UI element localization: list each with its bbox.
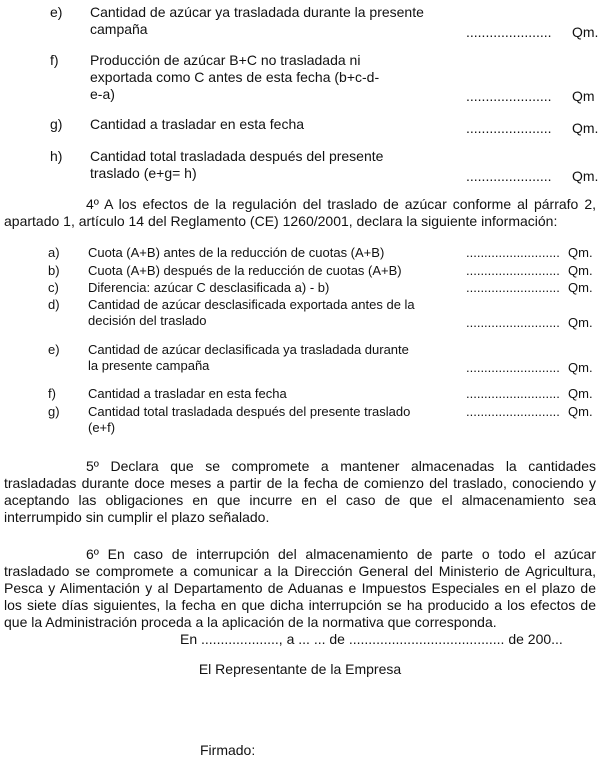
fill-dots: ...................... bbox=[466, 168, 552, 184]
fill-dots: .......................... bbox=[466, 245, 560, 260]
unit-label: Qm. bbox=[568, 263, 593, 278]
item-label: a) bbox=[48, 245, 60, 260]
item-text: Cantidad total trasladada después del presente traslado (e+f) bbox=[88, 404, 411, 435]
unit-label: Qm. bbox=[572, 168, 599, 184]
item-text: Cantidad a trasladar en esta fecha bbox=[90, 116, 305, 132]
fill-dots: .......................... bbox=[466, 404, 560, 419]
fill-dots: .......................... bbox=[466, 360, 560, 375]
item-text: Cantidad a trasladar en esta fecha bbox=[88, 386, 287, 401]
item-text: Producción de azúcar B+C no trasladada ni exportada como C antes de esta fecha (b+c-d-e-a) bbox=[90, 52, 380, 102]
item-label: e) bbox=[50, 4, 63, 20]
item-text: Cantidad de azúcar desclasificada exportada antes de la decisión del traslado bbox=[88, 297, 415, 328]
unit-label: Qm. bbox=[568, 280, 593, 295]
item-text: Cantidad total trasladada después del presente traslado (e+g= h) bbox=[90, 148, 384, 181]
item-label: g) bbox=[48, 404, 60, 419]
fill-dots: ...................... bbox=[466, 120, 552, 136]
unit-label: Qm. bbox=[572, 24, 599, 40]
fill-dots: .......................... bbox=[466, 315, 560, 330]
unit-label: Qm. bbox=[568, 245, 593, 260]
item-text: Cuota (A+B) antes de la reducción de cuotas (A+B) bbox=[88, 245, 385, 260]
unit-label: Qm. bbox=[568, 386, 593, 401]
fill-dots: ...................... bbox=[466, 88, 552, 104]
item-label: b) bbox=[48, 263, 60, 278]
place-date-line: En ...................., a ... ... de ........................................ de 200... bbox=[180, 631, 563, 647]
item-text: Cantidad de azúcar declasificada ya trasladada durante la presente campaña bbox=[88, 342, 409, 373]
representative-label: El Representante de la Empresa bbox=[198, 661, 402, 677]
unit-label: Qm. bbox=[568, 360, 593, 375]
item-label: h) bbox=[50, 148, 63, 164]
signed-label: Firmado: bbox=[200, 742, 256, 758]
item-label: d) bbox=[48, 297, 60, 312]
fill-dots: .......................... bbox=[466, 280, 560, 295]
fill-dots: .......................... bbox=[466, 386, 560, 401]
item-text: Diferencia: azúcar C desclasificada a) - b) bbox=[88, 280, 330, 295]
item-label: c) bbox=[48, 280, 59, 295]
unit-label: Qm. bbox=[572, 120, 599, 136]
paragraph-5: 5º Declara que se compromete a mantener almacenadas la cantidades trasladadas durante doce meses a partir de la fecha de comienzo del traslado, conociendo y aceptando las obligaciones en que incurre en el caso de que el almacenamiento sea interrumpido sin cumplir el plazo señalado. bbox=[4, 458, 596, 525]
item-label: g) bbox=[50, 116, 63, 132]
item-label: f) bbox=[50, 52, 59, 68]
paragraph-6: 6º En caso de interrupción del almacenamiento de parte o todo el azúcar trasladado se compromete a comunicar a la Dirección General del Ministerio de Agricultura, Pesca y Alimentación y al Departamento de Aduanas e Impuestos Especiales en el plazo de los siete días siguientes, la fecha en que dicha interrupción se ha producido a los efectos de que la Administración proceda a la aplicación de la normativa que corresponda. bbox=[4, 546, 596, 630]
item-label: f) bbox=[48, 386, 56, 401]
item-text: Cuota (A+B) después de la reducción de cuotas (A+B) bbox=[88, 263, 402, 278]
fill-dots: ...................... bbox=[466, 24, 552, 40]
item-label: e) bbox=[48, 342, 60, 357]
unit-label: Qm bbox=[572, 88, 595, 104]
fill-dots: .......................... bbox=[466, 263, 560, 278]
paragraph-4: 4º A los efectos de la regulación del traslado de azúcar conforme al párrafo 2, apartado 1, artículo 14 del Reglamento (CE) 1260/2001, declara la siguiente información: bbox=[4, 196, 596, 229]
unit-label: Qm. bbox=[568, 404, 593, 419]
unit-label: Qm. bbox=[568, 315, 593, 330]
item-text: Cantidad de azúcar ya trasladada durante la presente campaña bbox=[90, 4, 424, 37]
